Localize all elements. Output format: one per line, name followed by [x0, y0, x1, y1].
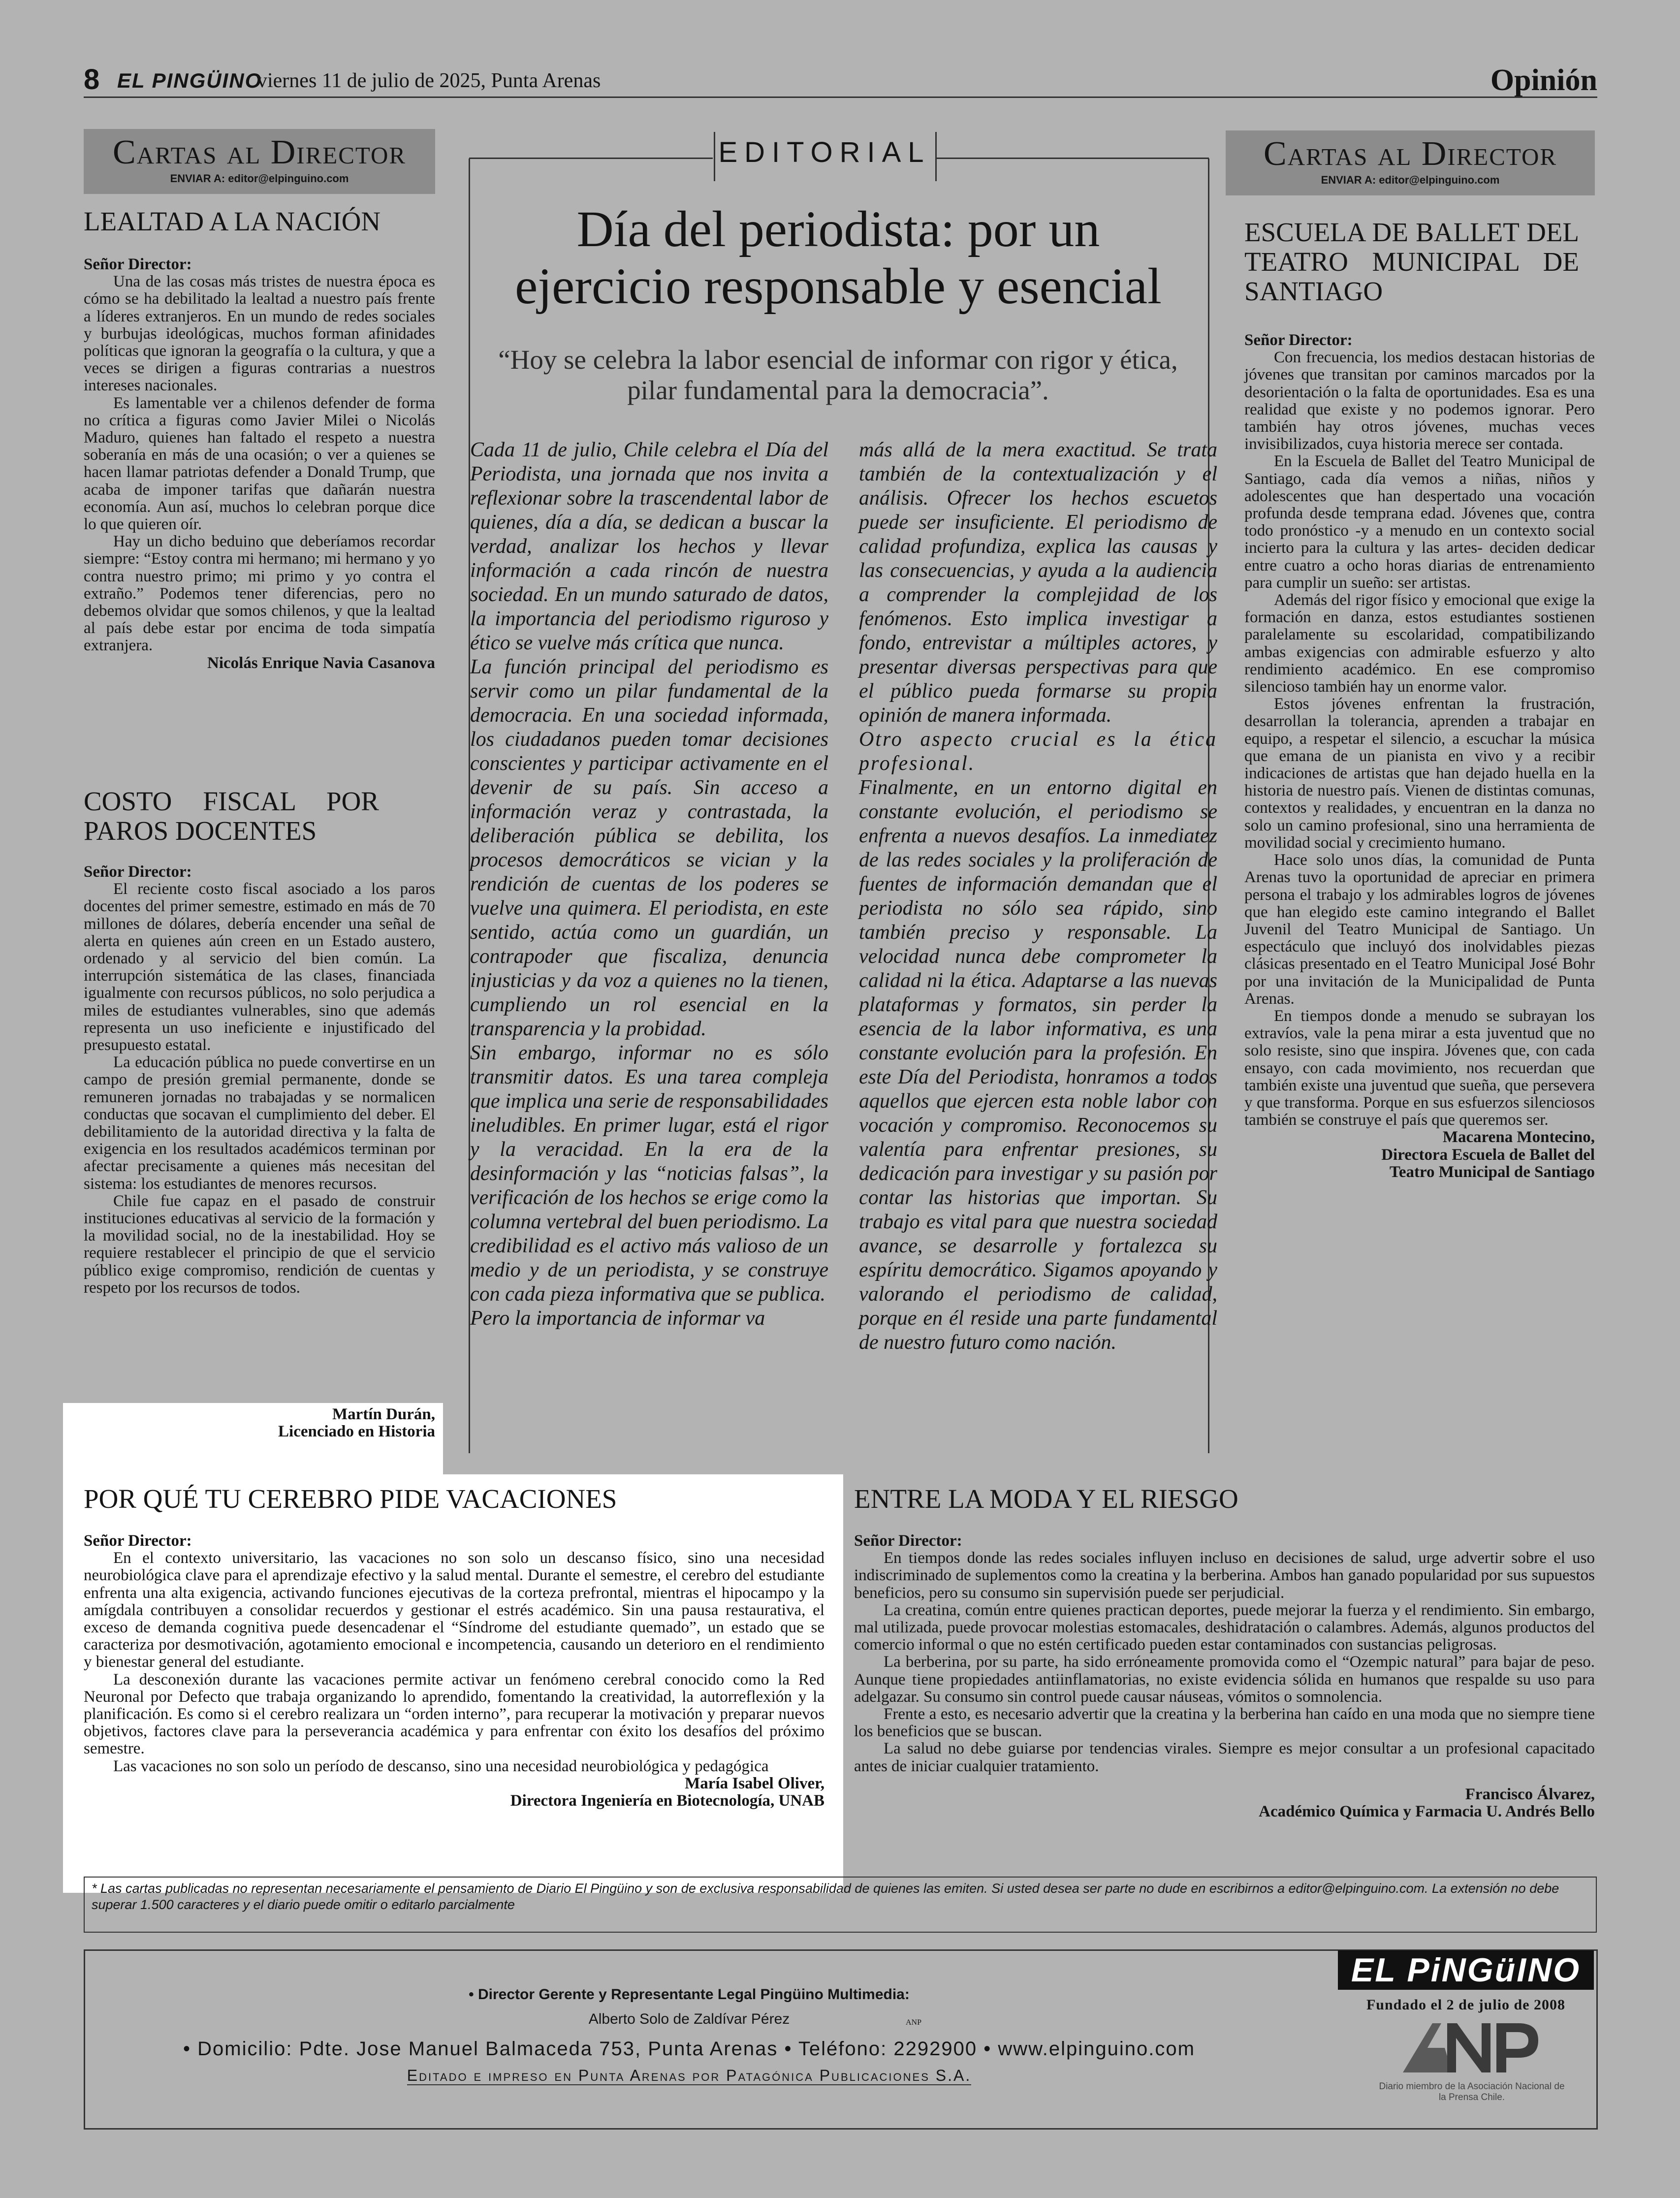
cartas-title: Cartas al Director: [1263, 135, 1557, 173]
editorial-rule: [935, 132, 937, 181]
anp-logo: [906, 2018, 1546, 2077]
letter-signature: Directora Escuela de Ballet del: [1381, 1146, 1595, 1164]
letter-salutation: Señor Director:: [84, 1532, 192, 1550]
letter-paragraph: Hace solo unos días, la comunidad de Punta Arenas tuvo la oportunidad de apreciar en primera persona el trabajo y los admirables logros de jóvenes que han elegido este camino integrando el Ballet Juvenil del Teatro Municipal de Santiago. Un espectáculo que incluyó dos inolvidables piezas clásicas presentado en el Teatro Municipal José Bohr por una invitación de la Municipalidad de Punta Arenas.: [1244, 851, 1595, 1008]
cartas-email: ENVIAR A: editor@elpinguino.com: [1321, 174, 1500, 186]
letter-paragraph: Es lamentable ver a chilenos defender de forma no crítica a figuras como Javier Milei o Nicolás Maduro, quienes han faltado el respeto a nuestra soberanía en más de una ocasión; o ver a quienes se hacen llamar patriotas defender a Donald Trump, que acaba de imponer tarifas que dañarán nuestra economía. Aun así, muchos lo celebran porque dice lo que quieren oír.: [84, 394, 435, 534]
letter-paragraph: En el contexto universitario, las vacaciones no son solo un descanso físico, sino una necesidad neurobiológica clave para el aprendizaje efectivo y la salud mental. Durante el semestre, el cerebro del estudiante enfrenta una alta exigencia, activando funciones ejecutivas de la corteza prefrontal, mientras el hipocampo y la amígdala contribuyen a consolidar recuerdos y gestionar el estrés académico. Sin una pausa restaurativa, el exceso de demanda cognitiva puede desencadenar el “Síndrome del estudiante quemado”, un estado que se caracteriza por desmotivación, agotamiento emocional e incompetencia, causando un deterioro en el rendimiento y bienestar general del estudiante.: [84, 1549, 824, 1671]
cartas-header-left: [84, 129, 435, 194]
editorial-paragraph: Sin embargo, informar no es sólo transmitir datos. Es una tarea compleja que implica una serie de responsabilidades ineludibles. En primer lugar, está el rigor y la veracidad. En la era de la desinformación y las “noticias falsas”, la verificación de los hechos se erige como la columna vertebral del buen periodismo. La credibilidad es el activo más valioso de un medio y de un periodista, y se construye con cada pieza informativa que se publica.: [470, 1042, 828, 1306]
letter-title: POR QUÉ TU CEREBRO PIDE VACACIONES: [84, 1484, 617, 1514]
letter-cerebro: [84, 1484, 824, 1810]
letter-paragraph: La educación pública no puede convertirse en un campo de presión gremial permanente, donde se remuneren jornadas no trabajadas y se normalicen conductas que socavan el cumplimiento del deber. El debilitamiento de la autoridad directiva y la falta de exigencia en los resultados académicos terminan por afectar precisamente a quienes más necesitan del sistema: los estudiantes de menores recursos.: [84, 1053, 435, 1193]
letter-costo-signature: [84, 1406, 435, 1440]
editorial-paragraph: Finalmente, en un entorno digital en constante evolución, el periodismo se enfrenta a nuevos desafíos. La inmediatez de las redes sociales y la proliferación de fuentes de información demandan que el periodista no sólo sea rápido, sino también preciso y responsable. La velocidad nunca debe comprometer la calidad ni la ética. Adaptarse a las nuevas plataformas y formatos, sin perder la esencia de la labor informativa, es una constante evolución para la profesión. En este Día del Periodista, honramos a todos aquellos que ejercen esta noble labor con vocación y compromiso. Reconocemos su valentía para enfrentar presiones, su dedicación para investigar y su pasión por contar las historias que importan. Su trabajo es vital para que nuestra sociedad avance, se desarrolle y fortalezca su espíritu democrático. Sigamos apoyando y valorando el periodismo de calidad, porque en él reside una parte fundamental de nuestro futuro como nación.: [859, 776, 1217, 1354]
footer-founded: Fundado el 2 de julio de 2008: [1366, 1997, 1566, 2013]
footer-director-name: Alberto Solo de Zaldívar Pérez: [588, 2011, 790, 2027]
letter-signature: Martín Durán,: [332, 1405, 435, 1423]
header-date: viernes 11 de julio de 2025, Punta Arenas: [257, 69, 601, 92]
footer-address: • Domicilio: Pdte. Jose Manuel Balmaceda 753, Punta Arenas • Teléfono: 2292900 • www.elpinguino.com: [183, 2038, 1195, 2060]
section-title: Opinión: [1490, 64, 1597, 97]
letter-ballet: [1244, 218, 1595, 1181]
editorial-rule-right: [937, 158, 1209, 159]
editorial-headline: [469, 201, 1207, 315]
cartas-email: ENVIAR A: editor@elpinguino.com: [170, 172, 349, 185]
letter-signature: María Isabel Oliver,: [685, 1774, 824, 1792]
letter-paragraph: Estos jóvenes enfrentan la frustración, desarrollan la tolerancia, aprenden a trabajar en equipo, a respetar el silencio, a escuchar la música que emana de un pianista en vivo y a recibir indicaciones de artistas que han dejado huella en la historia de nuestro país. Vienen de distintas comunas, contextos y realidades, y encuentran en la danza no solo un camino profesional, sino una herramienta de movilidad social y crecimiento humano.: [1244, 695, 1595, 852]
anp-logo-icon: [1398, 2018, 1546, 2077]
letter-paragraph: La salud no debe guiarse por tendencias virales. Siempre es mejor consultar a un profesional capacitado antes de iniciar cualquier tratamiento.: [854, 1740, 1595, 1775]
letter-paragraph: Frente a esto, es necesario advertir que la creatina y la berberina han caído en una moda que no siempre tiene los beneficios que se buscan.: [854, 1705, 1595, 1741]
cartas-header-right: [1226, 130, 1595, 195]
letter-signature: Académico Química y Farmacia U. Andrés Bello: [1259, 1803, 1595, 1821]
letter-lealtad: [84, 207, 435, 672]
footnote-box: [84, 1877, 1597, 1933]
editorial-paragraph: Otro aspecto crucial es la ética profesional.: [859, 728, 1217, 775]
letter-paragraph: Las vacaciones no son solo un período de descanso, sino una necesidad neurobiológica y pedagógica: [113, 1757, 769, 1775]
letter-salutation: Señor Director:: [84, 255, 192, 273]
editorial-paragraph: La función principal del periodismo es servir como un pilar fundamental de la democracia. En una sociedad informada, los ciudadanos pueden tomar decisiones conscientes y participar activamente en el devenir de su país. Sin acceso a información veraz y contrastada, la deliberación pública se debilita, los procesos democráticos se vician y la rendición de cuentas de los poderes se vuelve una quimera. El periodista, en este sentido, actúa como un guardián, un contrapoder que fiscaliza, denuncia injusticias y da voz a quienes no la tienen, cumpliendo un rol esencial en la transparencia y la probidad.: [470, 656, 828, 1040]
letter-paragraph: Además del rigor físico y emocional que exige la formación en danza, estos estudiantes sostienen paralelamente su escolaridad, compatibilizando ambas exigencias con admirable esfuerzo y alto rendimiento académico. En ese compromiso silencioso también hay un enorme valor.: [1244, 591, 1595, 696]
letter-paragraph: La desconexión durante las vacaciones permite activar un fenómeno cerebral conocido como la Red Neuronal por Defecto que trabaja organizando lo aprendido, fomentando la creatividad, la autorreflexión y la planificación. Es como si el cerebro realizara un “orden interno”, para recuperar la motivación y preparar nuevos objetivos, factores clave para la perseverancia académica y para enfrentar con éxito los desafíos del próximo semestre.: [84, 1670, 824, 1758]
letter-salutation: Señor Director:: [1244, 331, 1353, 349]
editorial-label: EDITORIAL: [718, 136, 931, 168]
letter-signature: Licenciado en Historia: [278, 1423, 435, 1441]
letter-title: COSTO FISCAL POR PAROS DOCENTES: [84, 786, 379, 846]
letter-paragraph: En tiempos donde a menudo se subrayan los extravíos, vale la pena mirar a esta juventud que no solo resiste, sino que inspira. Jóvenes que, con cada ensayo, con cada movimiento, nos recuerdan que también existe una juventud que sueña, que persevera y que transforma. Porque en sus esfuerzos silenciosos también se construye el país que queremos ser.: [1244, 1007, 1595, 1129]
letter-paragraph: La berberina, por su parte, ha sido erróneamente promovida como el “Ozempic natural” para bajar de peso. Aunque tiene propiedades antiinflamatorias, no existe evidencia sólida en humanos que respalde su uso para adelgazar. Su consumo sin control puede causar náuseas, vómitos o somnolencia.: [854, 1653, 1595, 1706]
editorial-column-2: [859, 438, 1217, 1355]
cartas-title: Cartas al Director: [112, 133, 407, 171]
letter-signature: Macarena Montecino,: [1442, 1128, 1595, 1147]
letter-paragraph: El reciente costo fiscal asociado a los paros docentes del primer semestre, estimado en más de 70 millones de dólares, debería encender una señal de alerta en quienes aún creen en un Estado austero, ordenado y al servicio del bien común. La interrupción sistemática de las clases, financiada igualmente con recursos públicos, no solo perjudica a miles de estudiantes vulnerables, sino que además representa un uso ineficiente e injustificado del presupuesto estatal.: [84, 880, 435, 1054]
anp-logo-text: ANP: [906, 2018, 922, 2027]
letter-signature: Teatro Municipal de Santiago: [1389, 1163, 1595, 1181]
editorial-paragraph: Cada 11 de julio, Chile celebra el Día del Periodista, una jornada que nos invita a reflexionar sobre la trascendental labor de quienes, día a día, se dedican a buscar la verdad, analizar los hechos y llevar información a cada rincón de nuestra sociedad. En un mundo saturado de datos, la importancia del periodismo riguroso y ético se vuelve más crítica que nunca.: [470, 439, 828, 654]
footer-printed-text: Editado e impreso en Punta Arenas por Patagónica Publicaciones S.A.: [407, 2067, 972, 2084]
headline-line: ejercicio responsable y esencial: [515, 258, 1162, 315]
letter-title: ESCUELA DE BALLET DEL TEATRO MUNICIPAL DE SANTIAGO: [1244, 217, 1579, 306]
letter-salutation: Señor Director:: [84, 863, 192, 881]
editorial-paragraph: más allá de la mera exactitud. Se trata también de la contextualización y el análisis. Ofrecer los hechos escuetos puede ser insuficiente. El periodismo de calidad profundiza, explica las causas y las consecuencias, y ayuda a la audiencia a comprender la complejidad de los fenómenos. Esto implica investigar a fondo, entrevistar a múltiples actores, y presentar diversas perspectivas para que el público pueda formarse su propia opinión de manera informada.: [859, 439, 1217, 727]
letter-paragraph: Chile fue capaz en el pasado de construir instituciones educativas al servicio de la formación y la movilidad social, no de la inestabilidad. Hoy se requiere restablecer el principio de que el servicio público exige compromiso, rendición de cuentas y respeto por los recursos de todos.: [84, 1192, 435, 1297]
footer-director-label: • Director Gerente y Representante Legal Pingüino Multimedia:: [469, 1986, 910, 2003]
anp-caption: Diario miembro de la Asociación Nacional de la Prensa Chile.: [1379, 2081, 1565, 2102]
header-rule: [84, 96, 1597, 98]
letter-signature: Nicolás Enrique Navia Casanova: [207, 654, 435, 672]
editorial-column-1: [470, 438, 828, 1331]
footer-logo: EL PiNGüINO: [1338, 1950, 1594, 1990]
letter-title: LEALTAD A LA NACIÓN: [84, 206, 381, 236]
letter-paragraph: Hay un dicho beduino que deberíamos recordar siempre: “Estoy contra mi hermano; mi hermano y yo contra nuestro primo; mi primo y yo contra el extraño.” Podemos tener diferencias, pero no debemos olvidar que somos chilenos, y que la lealtad al país debe estar por encima de toda simpatía extranjera.: [84, 533, 435, 655]
editorial-paragraph: Pero la importancia de informar va: [470, 1307, 765, 1330]
letter-signature: Francisco Álvarez,: [1465, 1785, 1595, 1803]
letter-paragraph: La creatina, común entre quienes practican deportes, puede mejorar la fuerza y el rendimiento. Sin embargo, mal utilizada, puede provocar molestias estomacales, deshidratación o calambres. Además, algunos productos del comercio informal o que no estén certificado pueden estar contaminados con sustancias peligrosas.: [854, 1601, 1595, 1654]
letter-title: ENTRE LA MODA Y EL RIESGO: [854, 1484, 1238, 1514]
letter-paragraph: En tiempos donde las redes sociales influyen incluso en decisiones de salud, urge advertir sobre el uso indiscriminado de suplementos como la creatina y la berberina. Ambos han ganado popularidad por sus supuestos beneficios, pero su consumo sin supervisión puede ser perjudicial.: [854, 1549, 1595, 1602]
letter-paragraph: Con frecuencia, los medios destacan historias de jóvenes que transitan por caminos marcados por la desorientación o la falta de oportunidades. Esa es una realidad que existe y no podemos ignorar. Pero también hay otros jóvenes, muchas veces invisibilizados, cuya historia merece ser contada.: [1244, 349, 1595, 453]
letter-signature: Directora Ingeniería en Biotecnología, UNAB: [510, 1792, 824, 1810]
editorial-deck: “Hoy se celebra la labor esencial de informar con rigor y ética, pilar fundamental para la democracia”.: [498, 345, 1178, 405]
editorial-rule-left: [469, 158, 713, 159]
footer-printed: [172, 2067, 1206, 2085]
headline-line: Día del periodista: por un: [576, 201, 1100, 257]
header-paper-name: EL PINGÜINO: [117, 69, 262, 92]
letter-moda: [854, 1484, 1595, 1820]
footnote-text: * Las cartas publicadas no representan necesariamente el pensamiento de Diario El Pingüino y son de exclusiva responsabilidad de quienes las emiten. Si usted desea ser parte no dude en escribirnos a editor@elpinguino.com. La extensión no debe superar 1.500 caracteres y el diario puede omitir o editarlo parcialmente: [92, 1881, 1559, 1912]
letter-costo: [84, 787, 435, 1297]
page-number: 8: [84, 64, 100, 96]
letter-paragraph: Una de las cosas más tristes de nuestra época es cómo se ha debilitado la lealtad a nuestro país frente a líderes extranjeros. En un mundo de redes sociales y burbujas ideológicas, muchos forman afinidades políticas que ignoran la geografía o la cultura, y que a veces se dirigen a figuras contrarias a nuestros intereses nacionales.: [84, 273, 435, 395]
letter-salutation: Señor Director:: [854, 1532, 962, 1550]
letter-paragraph: En la Escuela de Ballet del Teatro Municipal de Santiago, cada día vemos a niñas, niños y adolescentes que han despertado una vocación profunda desde temprana edad. Jóvenes que, contra todo pronóstico -y a menudo en un contexto social incierto para la cultura y las artes- deciden dedicar entre cuatro a ocho horas diarias de entrenamiento para cumplir un sueño: ser artistas.: [1244, 452, 1595, 592]
